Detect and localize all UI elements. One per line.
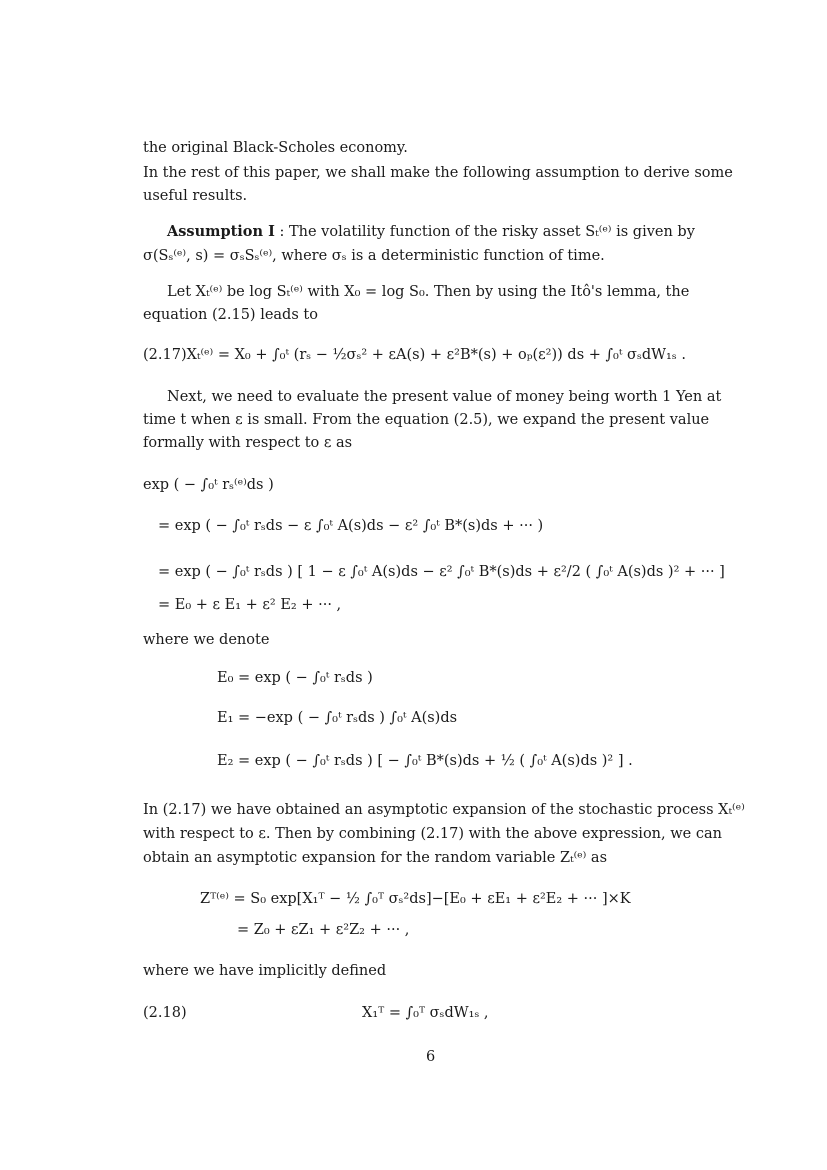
assumption-title: Assumption I	[167, 223, 275, 240]
e2-definition: E₂ = exp ( − ∫₀ᵗ rₛds ) [ − ∫₀ᵗ B*(s)ds + ½ ( ∫₀ᵗ A(s)ds )² ] .	[217, 753, 633, 769]
page-number: 6	[426, 1049, 436, 1065]
text-line: equation (2.15) leads to	[143, 307, 318, 323]
equation-2-17: (2.17)Xₜ⁽ᵉ⁾ = X₀ + ∫₀ᵗ (rₛ − ½σₛ² + εA(s) + ε²B*(s) + oₚ(ε²)) ds + ∫₀ᵗ σₛdW₁ₛ .	[143, 347, 686, 363]
text-line: where we have implicitly defined	[143, 963, 387, 979]
assumption-line	[167, 222, 695, 242]
e0-definition: E₀ = exp ( − ∫₀ᵗ rₛds )	[217, 670, 373, 686]
equation-label: (2.18)	[143, 1005, 187, 1021]
text-line: Let Xₜ⁽ᵉ⁾ be log Sₜ⁽ᵉ⁾ with X₀ = log S₀. Then by using the Itô's lemma, the	[167, 284, 690, 300]
text-line: time t when ε is small. From the equation (2.5), we expand the present value	[143, 412, 710, 428]
text-line: formally with respect to ε as	[143, 435, 353, 451]
z-expansion-line-2: = Z₀ + εZ₁ + ε²Z₂ + ··· ,	[237, 922, 410, 938]
z-expansion-line-1: Zᵀ⁽ᵉ⁾ = S₀ exp[X₁ᵀ − ½ ∫₀ᵀ σₛ²ds]−[E₀ + εE₁ + ε²E₂ + ··· ]×K	[200, 891, 631, 907]
expansion-line-3: = exp ( − ∫₀ᵗ rₛds ) [ 1 − ε ∫₀ᵗ A(s)ds − ε² ∫₀ᵗ B*(s)ds + ε²/2 ( ∫₀ᵗ A(s)ds )² + ··· ]	[158, 564, 725, 580]
text-line: with respect to ε. Then by combining (2.17) with the above expression, we can	[143, 826, 722, 842]
expansion-line-1: exp ( − ∫₀ᵗ rₛ⁽ᵉ⁾ds )	[143, 477, 274, 493]
text-line: In the rest of this paper, we shall make the following assumption to derive some	[143, 165, 733, 181]
text-line: useful results.	[143, 188, 248, 204]
assumption-body: : The volatility function of the risky asset Sₜ⁽ᵉ⁾ is given by	[274, 224, 695, 240]
expansion-line-4: = E₀ + ε E₁ + ε² E₂ + ··· ,	[158, 597, 342, 613]
text-line: obtain an asymptotic expansion for the random variable Zₜ⁽ᵉ⁾ as	[143, 850, 608, 866]
text-line: Next, we need to evaluate the present value of money being worth 1 Yen at	[167, 389, 722, 405]
text-line: where we denote	[143, 632, 270, 648]
e1-definition: E₁ = −exp ( − ∫₀ᵗ rₛds ) ∫₀ᵗ A(s)ds	[217, 710, 458, 726]
equation-2-18: X₁ᵀ = ∫₀ᵀ σₛdW₁ₛ ,	[362, 1005, 489, 1021]
expansion-line-2: = exp ( − ∫₀ᵗ rₛds − ε ∫₀ᵗ A(s)ds − ε² ∫₀ᵗ B*(s)ds + ··· )	[158, 518, 544, 534]
text-line: In (2.17) we have obtained an asymptotic expansion of the stochastic process Xₜ⁽ᵉ⁾	[143, 802, 745, 818]
text-line: σ(Sₛ⁽ᵉ⁾, s) = σₛSₛ⁽ᵉ⁾, where σₛ is a deterministic function of time.	[143, 248, 605, 264]
text-line: the original Black-Scholes economy.	[143, 140, 408, 156]
